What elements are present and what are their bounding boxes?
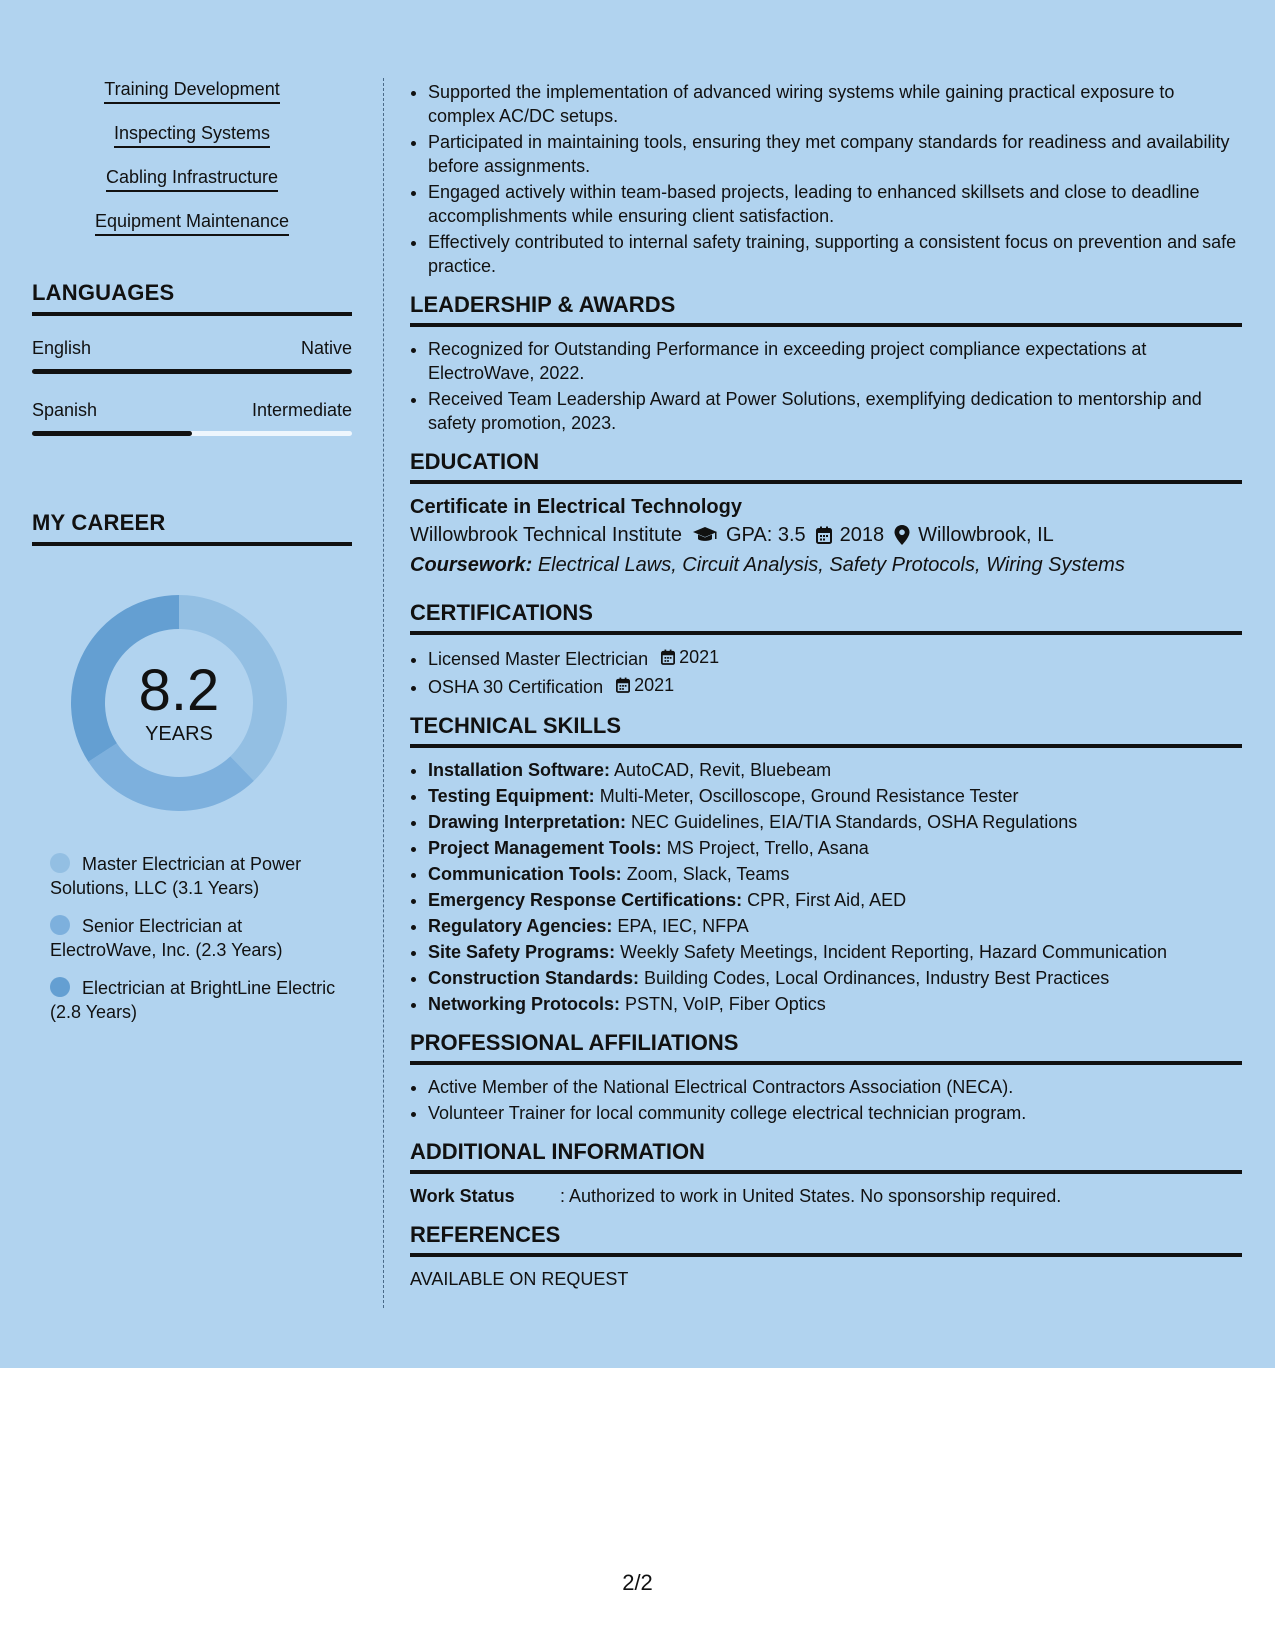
location-pin-icon [894,525,910,545]
technical-skill-value: Building Codes, Local Ordinances, Industry Best Practices [644,968,1110,988]
career-heading: MY CAREER [32,510,352,546]
education-location: Willowbrook, IL [918,524,1054,546]
language-proficiency-fill [32,369,352,374]
certifications-list [410,645,1242,699]
affiliation-item: • Active Member of the National Electrical Contractors Association (NECA). [428,1075,1242,1099]
skill-tag [32,78,352,104]
skill-tag-label: Equipment Maintenance [95,210,289,236]
technical-skill-value: CPR, First Aid, AED [747,890,907,910]
leadership-heading: LEADERSHIP & AWARDS [410,292,1242,327]
career-donut-chart [66,590,292,816]
experience-bullet: • Engaged actively within team-based projects, leading to enhanced skillsets and close to deadline accomplishments while ensuring client satisfaction. [428,180,1242,228]
career-legend [32,852,352,1024]
certifications-heading: CERTIFICATIONS [410,600,1242,635]
affiliation-item: • Volunteer Trainer for local community college electrical technician program. [428,1101,1242,1125]
technical-skill-label: Regulatory Agencies: [428,916,613,936]
technical-skill-label: Project Management Tools: [428,838,662,858]
skill-tag [32,166,352,192]
experience-bullet: • Effectively contributed to internal safety training, supporting a consistent focus on prevention and safe practice. [428,230,1242,278]
coursework-value: Electrical Laws, Circuit Analysis, Safety Protocols, Wiring Systems [537,554,1125,576]
language-proficiency-fill [32,431,192,436]
left-column [32,78,352,1038]
technical-skill-value: NEC Guidelines, EIA/TIA Standards, OSHA Regulations [631,812,1078,832]
education-year: 2018 [839,524,885,546]
coursework-label: Coursework: [410,554,533,576]
technical-skill-label: Networking Protocols: [428,994,621,1014]
technical-skill-label: Installation Software: [428,760,611,780]
affiliations-heading: PROFESSIONAL AFFILIATIONS [410,1030,1242,1065]
technical-skill-value: AutoCAD, Revit, Bluebeam [614,760,832,780]
experience-bullet: • Supported the implementation of advanced wiring systems while gaining practical exposure to complex AC/DC setups. [428,80,1242,128]
technical-skill-item [428,758,1242,782]
affiliations-list [410,1075,1242,1125]
career-legend-label: Senior Electrician at ElectroWave, Inc. (2.3 Years) [50,916,283,960]
technical-skill-label: Site Safety Programs: [428,942,616,962]
work-status-label: Work Status [410,1186,515,1206]
career-total-unit: YEARS [145,722,213,745]
skill-tag-label: Cabling Infrastructure [106,166,278,192]
technical-skill-item [428,914,1242,938]
certification-year: 2021 [679,647,720,667]
work-status-row [410,1184,1242,1208]
certification-name: OSHA 30 Certification [428,677,604,697]
leadership-list [410,337,1242,435]
languages-heading: LANGUAGES [32,280,352,316]
experience-bullets [410,80,1242,278]
skill-tag [32,122,352,148]
technical-skills-heading: TECHNICAL SKILLS [410,713,1242,748]
experience-bullet: • Participated in maintaining tools, ensuring they met company standards for readiness and availability before assignments. [428,130,1242,178]
language-proficiency-bar [32,369,352,374]
education-school: Willowbrook Technical Institute [410,524,682,546]
career-legend-label: Electrician at BrightLine Electric (2.8 Years) [50,978,336,1022]
technical-skill-label: Testing Equipment: [428,786,595,806]
technical-skill-value: Multi-Meter, Oscilloscope, Ground Resistance Tester [599,786,1019,806]
education-details [410,520,1242,550]
language-entry [32,338,352,374]
technical-skill-value: PSTN, VoIP, Fiber Optics [625,994,826,1014]
calendar-icon [661,649,675,665]
technical-skill-value: EPA, IEC, NFPA [617,916,749,936]
language-entry [32,400,352,436]
language-name: Spanish [32,400,98,420]
technical-skill-item [428,836,1242,860]
references-heading: REFERENCES [410,1222,1242,1257]
technical-skill-item [428,966,1242,990]
certification-item [428,673,1242,699]
calendar-icon [616,677,630,693]
technical-skills-list [410,758,1242,1016]
skill-tag-label: Training Development [104,78,279,104]
certification-item [428,645,1242,671]
career-legend-item [50,976,340,1024]
legend-dot-icon [50,915,70,935]
leadership-item: • Recognized for Outstanding Performance in exceeding project compliance expectations at ElectroWave, 2022. [428,337,1242,385]
legend-dot-icon [50,853,70,873]
column-divider [383,78,384,1308]
education-gpa: GPA: 3.5 [725,524,806,546]
technical-skill-value: MS Project, Trello, Asana [666,838,869,858]
graduation-cap-icon [692,526,718,544]
technical-skill-item [428,810,1242,834]
technical-skill-value: Weekly Safety Meetings, Incident Reporting, Hazard Communication [620,942,1168,962]
technical-skill-item [428,992,1242,1016]
technical-skill-label: Emergency Response Certifications: [428,890,743,910]
technical-skill-label: Communication Tools: [428,864,622,884]
language-proficiency-bar [32,431,352,436]
language-level: Native [300,338,352,358]
certification-name: Licensed Master Electrician [428,649,649,669]
career-legend-label: Master Electrician at Power Solutions, LLC (3.1 Years) [50,854,302,898]
language-level: Intermediate [251,400,352,420]
references-text: AVAILABLE ON REQUEST [410,1269,629,1289]
education-coursework [410,550,1242,580]
career-legend-item [50,852,340,900]
career-total-years: 8.2 [138,657,220,723]
technical-skill-item [428,888,1242,912]
calendar-icon [816,526,832,544]
education-degree: Certificate in Electrical Technology [410,496,742,518]
additional-info-heading: ADDITIONAL INFORMATION [410,1139,1242,1174]
work-status-value: : Authorized to work in United States. No sponsorship required. [560,1186,1062,1206]
skill-tag-list [32,78,352,236]
career-legend-item [50,914,340,962]
technical-skill-label: Drawing Interpretation: [428,812,627,832]
technical-skill-value: Zoom, Slack, Teams [626,864,790,884]
skill-tag [32,210,352,236]
technical-skill-item [428,940,1242,964]
education-heading: EDUCATION [410,449,1242,484]
right-column [410,80,1242,1291]
leadership-item: • Received Team Leadership Award at Power Solutions, exemplifying dedication to mentorship and safety promotion, 2023. [428,387,1242,435]
technical-skill-label: Construction Standards: [428,968,640,988]
certification-year: 2021 [634,675,675,695]
technical-skill-item [428,862,1242,886]
technical-skill-item [428,784,1242,808]
language-name: English [32,338,92,358]
skill-tag-label: Inspecting Systems [114,122,270,148]
page-number: 2/2 [622,1570,653,1595]
legend-dot-icon [50,977,70,997]
